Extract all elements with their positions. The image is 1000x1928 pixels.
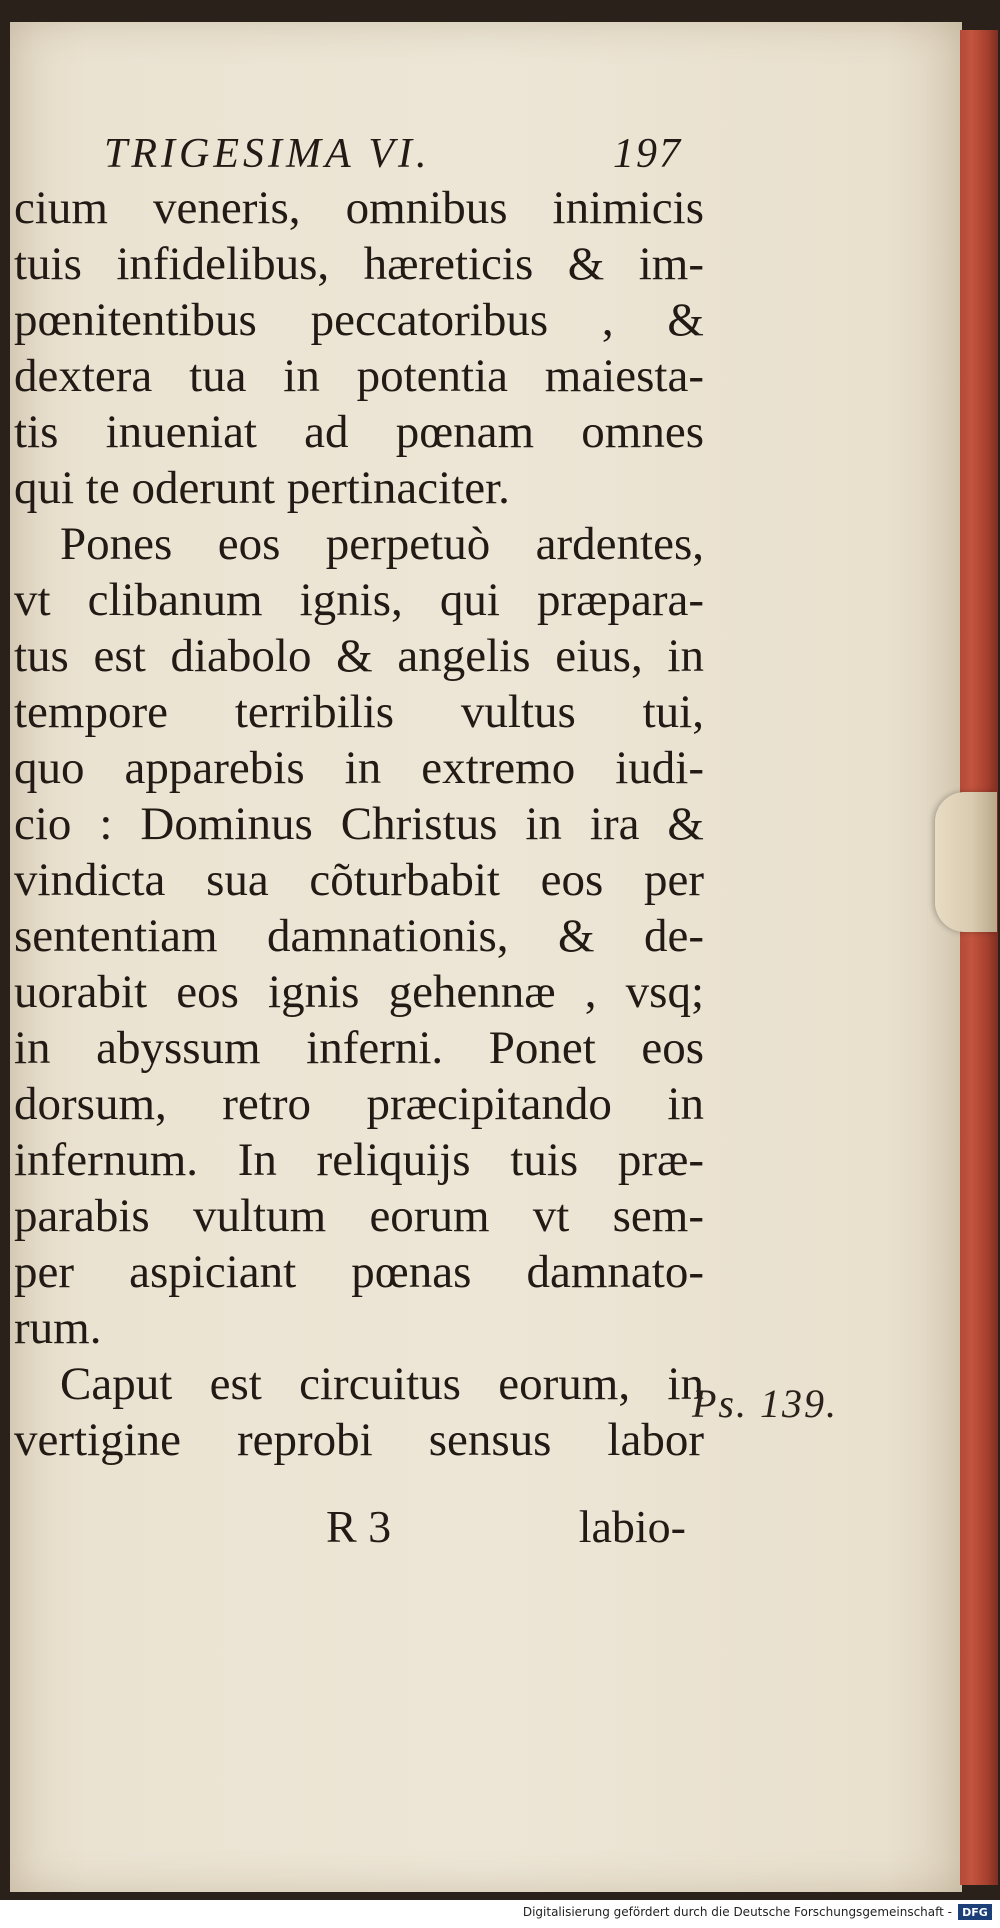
text-line: rum.: [14, 1302, 102, 1354]
text-line: pœnitentibus peccatoribus , &: [14, 294, 704, 346]
text-line: Caput est circuitus eorum, in: [60, 1358, 704, 1410]
page-number: 197: [613, 131, 682, 177]
page-text: [14, 130, 704, 1468]
page-edge-red: [960, 30, 998, 1885]
text-line: uorabit eos ignis gehennæ , vsq;: [14, 966, 704, 1018]
text-line: vertigine reprobi sensus labor: [14, 1414, 704, 1466]
text-line: tuis infidelibus, hæreticis & im-: [14, 238, 704, 290]
text-line: tis inueniat ad pœnam omnes: [14, 406, 704, 458]
text-line: vindicta sua cõturbabit eos per: [14, 854, 704, 906]
catchword: labio-: [578, 1501, 686, 1552]
text-line: quo apparebis in extremo iudi-: [14, 742, 704, 794]
text-line: vt clibanum ignis, qui præpara-: [14, 574, 704, 626]
text-line: Pones eos perpetuò ardentes,: [60, 518, 704, 570]
bookmark-tab: [935, 792, 997, 932]
margin-note: Ps. 139.: [692, 1381, 838, 1426]
signature-mark: R 3: [326, 1501, 392, 1552]
dfg-logo: DFG: [958, 1904, 992, 1920]
footer-credit: Digitalisierung gefördert durch die Deutsche Forschungsgemeinschaft -: [522, 1905, 952, 1919]
text-line: cium veneris, omnibus inimicis: [14, 182, 704, 234]
text-line: per aspiciant pœnas damnato-: [14, 1246, 704, 1298]
text-line: parabis vultum eorum vt sem-: [14, 1190, 704, 1242]
text-line: in abyssum inferni. Ponet eos: [14, 1022, 704, 1074]
body-text: [14, 180, 704, 1468]
text-line: dextera tua in potentia maiesta-: [14, 350, 704, 402]
text-line: dorsum, retro præcipitando in: [14, 1078, 704, 1130]
text-line: tempore terribilis vultus tui,: [14, 686, 704, 738]
text-line: qui te oderunt pertinaciter.: [14, 462, 510, 514]
running-head: [14, 130, 704, 178]
running-head-title: TRIGESIMA VI.: [104, 131, 431, 177]
text-line: tus est diabolo & angelis eius, in: [14, 630, 704, 682]
text-line: cio : Dominus Christus in ira &: [14, 798, 704, 850]
text-line: sententiam damnationis, & de-: [14, 910, 704, 962]
text-line: infernum. In reliquijs tuis præ-: [14, 1134, 704, 1186]
